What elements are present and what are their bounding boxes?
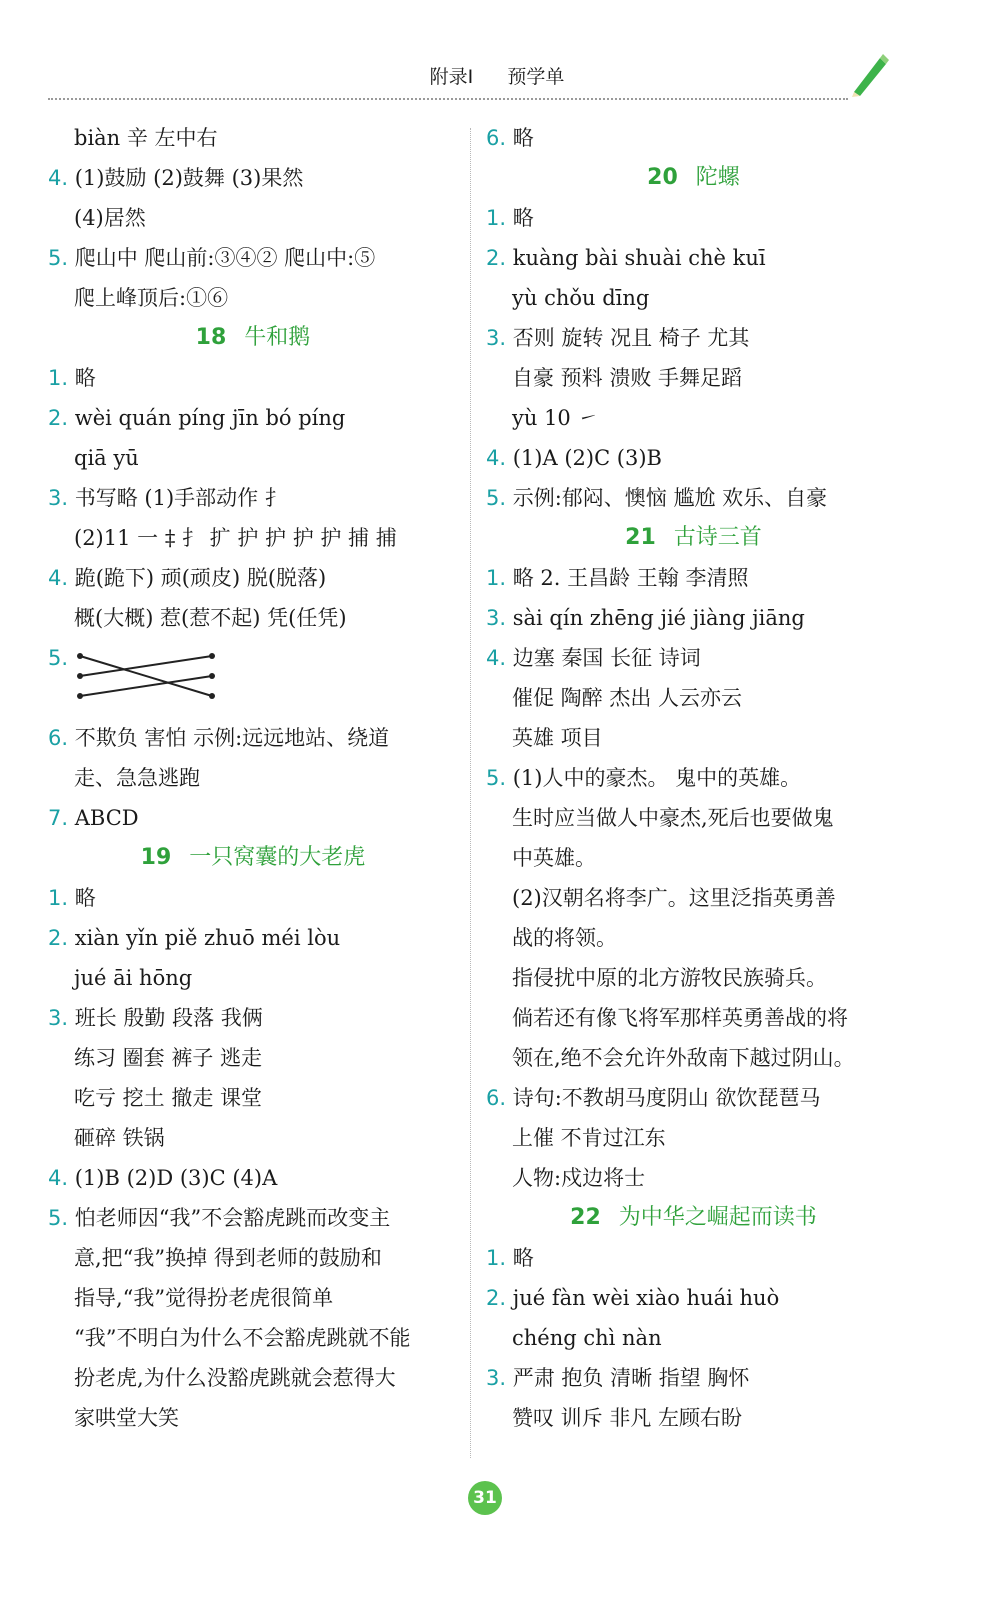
section-number: 18	[195, 325, 227, 350]
answer-line: 自豪 预料 溃败 手舞足蹈	[512, 366, 743, 390]
item-number: 6.	[48, 726, 69, 750]
page-header	[0, 62, 994, 89]
section-title: 为中华之崛起而读书	[618, 1205, 817, 1230]
answer-text: 爬山中 爬山前:③④② 爬山中:⑤	[74, 246, 376, 270]
item-number: 2.	[48, 406, 69, 430]
answer-line: 砸碎 铁锅	[74, 1126, 165, 1150]
answer-line: (4)居然	[74, 206, 146, 230]
item-number: 1.	[486, 566, 507, 590]
answer-item	[486, 118, 901, 158]
item-number: 4.	[486, 646, 507, 670]
answer-line: (2)汉朝名将李广。这里泛指英勇善	[512, 886, 836, 910]
answer-text: 诗句:不教胡马度阴山 欲饮琵琶马	[512, 1086, 821, 1110]
answer-item	[486, 1358, 901, 1398]
pencil-icon	[850, 52, 890, 98]
item-number: 4.	[48, 1166, 69, 1190]
answer-text: 严肃 抱负 清晰 指望 胸怀	[512, 1366, 750, 1390]
answer-item	[486, 238, 901, 278]
answer-line: 家哄堂大笑	[74, 1406, 179, 1430]
answer-line: 走、急急逃跑	[74, 766, 200, 790]
answer-text: 跪(跪下) 顽(顽皮) 脱(脱落)	[74, 566, 327, 590]
matching-dot	[209, 693, 215, 699]
item-number: 1.	[486, 1246, 507, 1270]
matching-dot	[77, 693, 83, 699]
answer-item	[486, 318, 901, 358]
item-number: 7.	[48, 806, 69, 830]
answer-line: 生时应当做人中豪杰,死后也要做鬼	[512, 806, 834, 830]
column-divider	[470, 128, 471, 1458]
item-number: 1.	[486, 206, 507, 230]
answer-line: 上催 不肯过江东	[512, 1126, 666, 1150]
item-number: 1.	[48, 366, 69, 390]
item-number: 3.	[486, 606, 507, 630]
item-number: 2.	[486, 1286, 507, 1310]
answer-line: qiā yū	[74, 446, 139, 470]
answer-line: 领在,绝不会允许外敌南下越过阴山。	[512, 1046, 855, 1070]
answer-text: jué fàn wèi xiào huái huò	[512, 1286, 780, 1310]
left-column	[48, 118, 458, 1438]
answer-line: 英雄 项目	[512, 726, 603, 750]
answer-line: 赞叹 训斥 非凡 左顾右盼	[512, 1406, 743, 1430]
answer-item	[48, 558, 458, 598]
page-number: 31	[468, 1481, 502, 1515]
answer-text: wèi quán píng jīn bó píng	[74, 406, 346, 430]
matching-line	[80, 656, 212, 676]
item-number: 3.	[48, 486, 69, 510]
answer-text: 边塞 秦国 长征 诗词	[512, 646, 701, 670]
answer-item	[48, 998, 458, 1038]
section-title: 陀螺	[695, 165, 740, 190]
section-heading	[48, 318, 458, 358]
section-title: 牛和鹅	[244, 325, 311, 350]
answer-text: 怕老师因“我”不会豁虎跳而改变主	[74, 1206, 391, 1230]
section-number: 19	[140, 845, 172, 870]
answer-text: (1)人中的豪杰。 鬼中的英雄。	[512, 766, 802, 790]
answer-line: chéng chì nàn	[512, 1326, 662, 1350]
answer-item	[48, 1198, 458, 1238]
answer-text: sài qín zhēng jié jiàng jiāng	[512, 606, 805, 630]
answer-line: 战的将领。	[512, 926, 617, 950]
section-title: 一只窝囊的大老虎	[189, 845, 366, 870]
item-number: 6.	[486, 1086, 507, 1110]
answer-item	[48, 798, 458, 838]
answer-item	[48, 358, 458, 398]
section-number: 21	[625, 525, 656, 550]
matching-line	[80, 676, 212, 696]
item-number: 5.	[48, 646, 69, 670]
matching-dot	[209, 673, 215, 679]
item-number: 3.	[486, 1366, 507, 1390]
section-heading	[48, 838, 458, 878]
answer-line: (2)11 一 ‡ 扌 扩 护 护 护 护 捕 捕	[74, 526, 397, 550]
answer-text: 略 2. 王昌龄 王翰 李清照	[512, 566, 749, 590]
item-number: 2.	[486, 246, 507, 270]
answer-text: 示例:郁闷、懊恼 尴尬 欢乐、自豪	[512, 486, 828, 510]
item-number: 4.	[48, 166, 69, 190]
matching-dot	[209, 653, 215, 659]
answer-line: 练习 圈套 裤子 逃走	[74, 1046, 263, 1070]
answer-text: kuàng bài shuài chè kuī	[512, 246, 766, 270]
answer-text: (1)A (2)C (3)B	[512, 446, 662, 470]
item-number: 5.	[486, 766, 507, 790]
item-number: 4.	[486, 446, 507, 470]
item-number: 1.	[48, 886, 69, 910]
answer-text: (1)B (2)D (3)C (4)A	[74, 1166, 278, 1190]
header-divider	[48, 98, 848, 100]
item-number: 3.	[48, 1006, 69, 1030]
section-heading	[486, 518, 901, 558]
answer-line: 倘若还有像飞将军那样英勇善战的将	[512, 1006, 848, 1030]
item-number: 4.	[48, 566, 69, 590]
answer-line: 中英雄。	[512, 846, 596, 870]
answer-item	[486, 1078, 901, 1118]
section-number: 22	[570, 1205, 601, 1230]
answer-line: “我”不明白为什么不会豁虎跳就不能	[74, 1326, 411, 1350]
answer-line: 指侵扰中原的北方游牧民族骑兵。	[512, 966, 827, 990]
matching-lines	[72, 650, 222, 704]
answer-line: 意,把“我”换掉 得到老师的鼓励和	[74, 1246, 382, 1270]
right-column	[486, 118, 901, 1438]
answer-line: 吃亏 挖土 撤走 课堂	[74, 1086, 263, 1110]
section-title: 古诗三首	[673, 525, 762, 550]
item-number: 5.	[48, 246, 69, 270]
answer-item	[48, 878, 458, 918]
answer-text: 不欺负 害怕 示例:远远地站、绕道	[74, 726, 390, 750]
answer-item	[48, 478, 458, 518]
answer-text: 略	[512, 206, 534, 230]
answer-item	[486, 1278, 901, 1318]
answer-line: 概(大概) 惹(惹不起) 凭(任凭)	[74, 606, 347, 630]
answer-item	[486, 598, 901, 638]
item-number: 5.	[486, 486, 507, 510]
answer-text: 书写略 (1)手部动作 扌	[74, 486, 286, 510]
answer-line: 扮老虎,为什么没豁虎跳就会惹得大	[74, 1366, 396, 1390]
answer-line: jué āi hōng	[74, 966, 193, 990]
matching-dot	[77, 653, 83, 659]
item-number: 6.	[486, 126, 507, 150]
answer-item	[48, 718, 458, 758]
answer-line: 爬上峰顶后:①⑥	[74, 286, 229, 310]
answer-item	[486, 1238, 901, 1278]
answer-item	[486, 758, 901, 798]
answer-text: 略	[512, 126, 534, 150]
answer-item	[48, 918, 458, 958]
answer-line: biàn 辛 左中右	[74, 126, 218, 150]
item-number: 3.	[486, 326, 507, 350]
matching-answer	[48, 638, 458, 718]
answer-item	[486, 198, 901, 238]
section-heading	[486, 1198, 901, 1238]
answer-text: 否则 旋转 况且 椅子 尤其	[512, 326, 750, 350]
answer-text: ABCD	[74, 806, 139, 830]
answer-text: 略	[512, 1246, 534, 1270]
answer-item	[48, 158, 458, 198]
answer-line: 人物:戍边将士	[512, 1166, 646, 1190]
header-title: 预学单	[507, 66, 565, 88]
item-number: 2.	[48, 926, 69, 950]
answer-line: 催促 陶醉 杰出 人云亦云	[512, 686, 743, 710]
item-number: 5.	[48, 1206, 69, 1230]
answer-item	[486, 638, 901, 678]
answer-item	[486, 558, 901, 598]
answer-text: (1)鼓励 (2)鼓舞 (3)果然	[74, 166, 304, 190]
answer-line: 指导,“我”觉得扮老虎很简单	[74, 1286, 334, 1310]
answer-text: 略	[74, 886, 96, 910]
answer-item	[486, 478, 901, 518]
answer-item	[486, 438, 901, 478]
matching-dot	[77, 673, 83, 679]
answer-line: yù chǒu dīng	[512, 286, 650, 310]
section-number: 20	[647, 165, 678, 190]
answer-text: 略	[74, 366, 96, 390]
answer-line: yù 10 ㇀	[512, 406, 599, 430]
answer-text: xiàn yǐn piě zhuō méi lòu	[74, 926, 341, 950]
matching-line	[80, 656, 212, 696]
answer-item	[48, 238, 458, 278]
section-heading	[486, 158, 901, 198]
answer-item	[48, 1158, 458, 1198]
appendix-label: 附录Ⅰ	[429, 66, 474, 88]
answer-item	[48, 398, 458, 438]
answer-text: 班长 殷勤 段落 我俩	[74, 1006, 263, 1030]
